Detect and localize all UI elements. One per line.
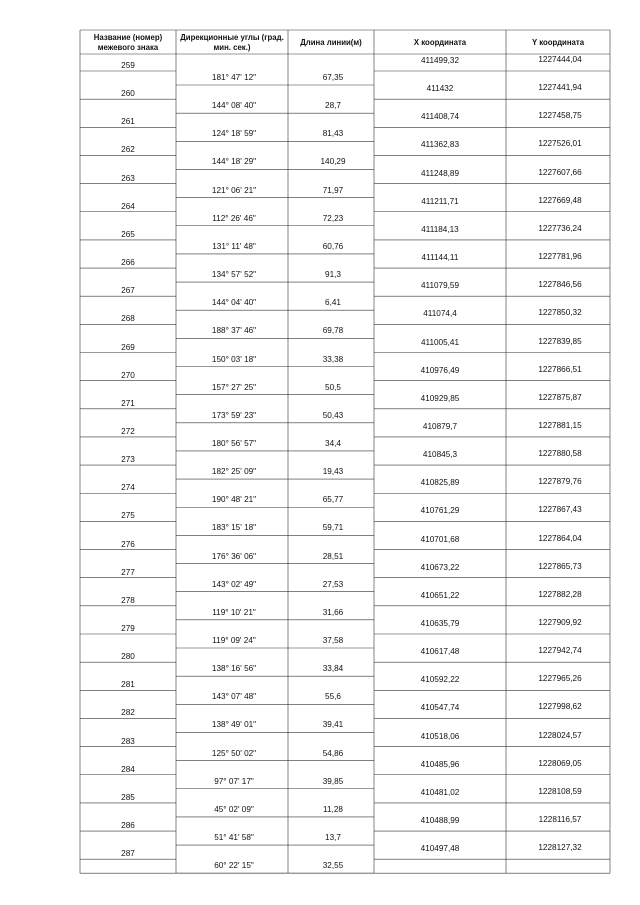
x-coordinate: 411432 xyxy=(426,84,454,94)
point-name: 261 xyxy=(121,117,135,127)
point-name: 274 xyxy=(121,483,135,493)
point-name: 270 xyxy=(121,370,135,380)
header-line-length: Длина линии(м) xyxy=(300,38,362,47)
line-length: 65,77 xyxy=(322,495,344,505)
y-coordinate: 1227781,96 xyxy=(538,252,582,262)
x-coordinate: 411408,74 xyxy=(420,112,460,122)
point-name: 279 xyxy=(121,624,135,633)
header-y-coordinate: Y координата xyxy=(531,38,585,47)
x-coordinate: 410485,96 xyxy=(420,759,460,769)
line-length: 71,97 xyxy=(322,185,344,195)
point-name: 281 xyxy=(121,680,135,690)
line-length: 54,86 xyxy=(322,748,344,758)
y-coordinate: 1227526,01 xyxy=(538,139,582,149)
point-name: 263 xyxy=(121,173,135,183)
direction-angle: 180° 56' 57" xyxy=(211,438,257,448)
x-coordinate: 410929,85 xyxy=(420,393,460,403)
point-name: 285 xyxy=(121,792,135,802)
line-length: 28,51 xyxy=(322,551,344,561)
x-coordinate: 411211,71 xyxy=(421,196,459,206)
y-coordinate: 1227846,56 xyxy=(538,280,582,290)
direction-angle: 119° 10' 21" xyxy=(212,607,256,617)
point-name: 266 xyxy=(121,258,135,268)
y-coordinate: 1227881,15 xyxy=(538,420,582,430)
y-coordinate: 1227998,62 xyxy=(538,702,582,712)
line-length: 91,3 xyxy=(325,270,341,280)
direction-angle: 173° 59' 23" xyxy=(211,410,257,420)
y-coordinate: 1227867,43 xyxy=(538,505,582,515)
direction-angle: 119° 09' 24" xyxy=(212,636,256,645)
header-x-coordinate: X координата xyxy=(413,38,467,47)
x-coordinate: 411005,41 xyxy=(420,337,460,347)
y-coordinate: 1227865,73 xyxy=(538,561,582,571)
line-length: 50,5 xyxy=(325,382,341,392)
line-length: 140,29 xyxy=(320,157,346,167)
x-coordinate: 411144,11 xyxy=(421,253,459,263)
direction-angle: 176° 36' 06" xyxy=(211,551,257,561)
x-coordinate: 411184,13 xyxy=(421,224,459,234)
direction-angle: 124° 18' 59" xyxy=(211,129,257,139)
x-coordinate: 410617,48 xyxy=(420,647,460,657)
header-direction-angle: Дирекционные углы (град. мин. сек.) xyxy=(180,33,284,52)
line-length: 33,84 xyxy=(322,664,344,674)
x-coordinate: 410481,02 xyxy=(420,787,460,797)
y-coordinate: 1227736,24 xyxy=(538,223,582,233)
line-length: 67,35 xyxy=(322,73,344,82)
y-coordinate: 1227864,04 xyxy=(538,533,582,543)
y-coordinate: 1228069,05 xyxy=(538,758,582,768)
line-length: 13,7 xyxy=(325,833,341,843)
point-name: 265 xyxy=(121,229,135,239)
direction-angle: 138° 16' 56" xyxy=(211,664,257,674)
direction-angle: 183° 15' 18" xyxy=(211,523,257,533)
y-coordinate: 1227880,58 xyxy=(538,449,582,459)
direction-angle: 144° 18' 29" xyxy=(211,157,257,167)
point-name: 283 xyxy=(121,736,135,746)
y-coordinate: 1227909,92 xyxy=(538,618,582,627)
point-name: 277 xyxy=(121,567,135,577)
x-coordinate: 410701,68 xyxy=(420,534,460,544)
point-name: 276 xyxy=(121,539,135,549)
line-length: 81,43 xyxy=(322,129,344,139)
line-length: 33,38 xyxy=(322,354,344,364)
y-coordinate: 1227879,76 xyxy=(538,477,582,487)
direction-angle: 60° 22' 15" xyxy=(214,861,254,871)
y-coordinate: 1227607,66 xyxy=(538,167,582,177)
x-coordinate: 410825,89 xyxy=(420,478,460,488)
direction-angle: 131° 11' 48" xyxy=(212,241,256,251)
x-coordinate: 410488,99 xyxy=(420,816,460,826)
x-coordinate: 410673,22 xyxy=(420,562,460,572)
line-length: 55,6 xyxy=(325,692,341,702)
point-name: 275 xyxy=(121,511,135,521)
point-name: 286 xyxy=(121,821,135,831)
point-name: 287 xyxy=(121,849,135,859)
y-coordinate: 1228108,59 xyxy=(538,786,582,796)
y-coordinate: 1228127,32 xyxy=(538,843,582,853)
line-length: 19,43 xyxy=(322,467,344,477)
line-length: 69,78 xyxy=(322,326,344,336)
y-coordinate: 1228116,57 xyxy=(538,815,582,825)
x-coordinate: 411362,83 xyxy=(420,140,460,150)
direction-angle: 125° 50' 02" xyxy=(211,748,257,758)
line-length: 32,55 xyxy=(322,861,344,871)
y-coordinate: 1227444,04 xyxy=(538,55,582,64)
line-length: 39,85 xyxy=(322,776,344,786)
y-coordinate: 1227942,74 xyxy=(538,646,582,656)
y-coordinate: 1227441,94 xyxy=(538,83,582,93)
y-coordinate: 1227882,28 xyxy=(538,589,582,599)
line-length: 28,7 xyxy=(325,101,341,111)
x-coordinate: 410547,74 xyxy=(420,703,460,713)
point-name: 273 xyxy=(121,455,135,465)
direction-angle: 144° 04' 40" xyxy=(211,298,257,308)
y-coordinate: 1227850,32 xyxy=(538,308,582,318)
x-coordinate: 410592,22 xyxy=(420,675,460,685)
direction-angle: 150° 03' 18" xyxy=(211,354,257,364)
direction-angle: 143° 07' 48" xyxy=(211,692,257,702)
y-coordinate: 1227866,51 xyxy=(538,364,582,374)
line-length: 11,28 xyxy=(323,804,343,814)
x-coordinate: 410845,3 xyxy=(422,450,458,460)
point-name: 278 xyxy=(121,595,135,605)
header-point-name: Название (номер) межевого знака xyxy=(93,33,163,52)
x-coordinate: 410497,48 xyxy=(420,844,460,854)
direction-angle: 121° 06' 21" xyxy=(211,185,257,195)
direction-angle: 112° 26' 46" xyxy=(212,213,256,223)
direction-angle: 51° 41' 58" xyxy=(214,833,254,843)
x-coordinate: 411499,32 xyxy=(420,56,460,65)
y-coordinate: 1227875,87 xyxy=(538,392,582,402)
y-coordinate: 1227839,85 xyxy=(538,336,582,346)
y-coordinate: 1227965,26 xyxy=(538,674,582,684)
x-coordinate: 411079,59 xyxy=(420,281,460,291)
x-coordinate: 410635,79 xyxy=(420,619,460,628)
direction-angle: 190° 48' 21" xyxy=(211,495,257,505)
point-name: 269 xyxy=(121,342,135,352)
line-length: 39,41 xyxy=(322,720,344,730)
line-length: 31,66 xyxy=(322,607,344,617)
point-name: 259 xyxy=(121,61,135,70)
line-length: 6,41 xyxy=(325,298,341,308)
y-coordinate: 1227669,48 xyxy=(538,195,582,205)
line-length: 34,4 xyxy=(325,438,341,448)
line-length: 50,43 xyxy=(322,410,344,420)
x-coordinate: 411074,4 xyxy=(423,309,457,319)
point-name: 260 xyxy=(121,89,135,99)
point-name: 282 xyxy=(121,708,135,718)
direction-angle: 143° 02' 49" xyxy=(211,579,257,589)
direction-angle: 134° 57' 52" xyxy=(211,270,257,280)
point-name: 262 xyxy=(121,145,135,155)
point-name: 271 xyxy=(121,398,135,408)
y-coordinate: 1227458,75 xyxy=(538,111,582,121)
direction-angle: 144° 08' 40" xyxy=(211,101,257,111)
point-name: 280 xyxy=(121,652,135,662)
x-coordinate: 410518,06 xyxy=(420,731,460,741)
x-coordinate: 410761,29 xyxy=(420,506,460,516)
line-length: 59,71 xyxy=(322,523,344,533)
line-length: 60,76 xyxy=(322,241,344,251)
line-length: 72,23 xyxy=(322,213,344,223)
x-coordinate: 411248,89 xyxy=(420,168,460,178)
y-coordinate: 1228024,57 xyxy=(538,730,582,740)
direction-angle: 181° 47' 12" xyxy=(211,73,257,82)
direction-angle: 45° 02' 09" xyxy=(214,804,254,814)
direction-angle: 138° 49' 01" xyxy=(211,720,257,730)
line-length: 37,58 xyxy=(322,636,344,645)
point-name: 264 xyxy=(121,201,135,211)
x-coordinate: 410976,49 xyxy=(420,365,460,375)
direction-angle: 182° 25' 09" xyxy=(211,467,257,477)
point-name: 267 xyxy=(121,286,135,296)
direction-angle: 157° 27' 25" xyxy=(211,382,257,392)
point-name: 272 xyxy=(121,426,135,436)
x-coordinate: 410879,7 xyxy=(422,421,458,431)
direction-angle: 188° 37' 46" xyxy=(211,326,257,336)
point-name: 268 xyxy=(121,314,135,324)
line-length: 27,53 xyxy=(322,579,344,589)
point-name: 284 xyxy=(121,764,135,774)
direction-angle: 97° 07' 17" xyxy=(214,776,254,786)
x-coordinate: 410651,22 xyxy=(420,590,460,600)
